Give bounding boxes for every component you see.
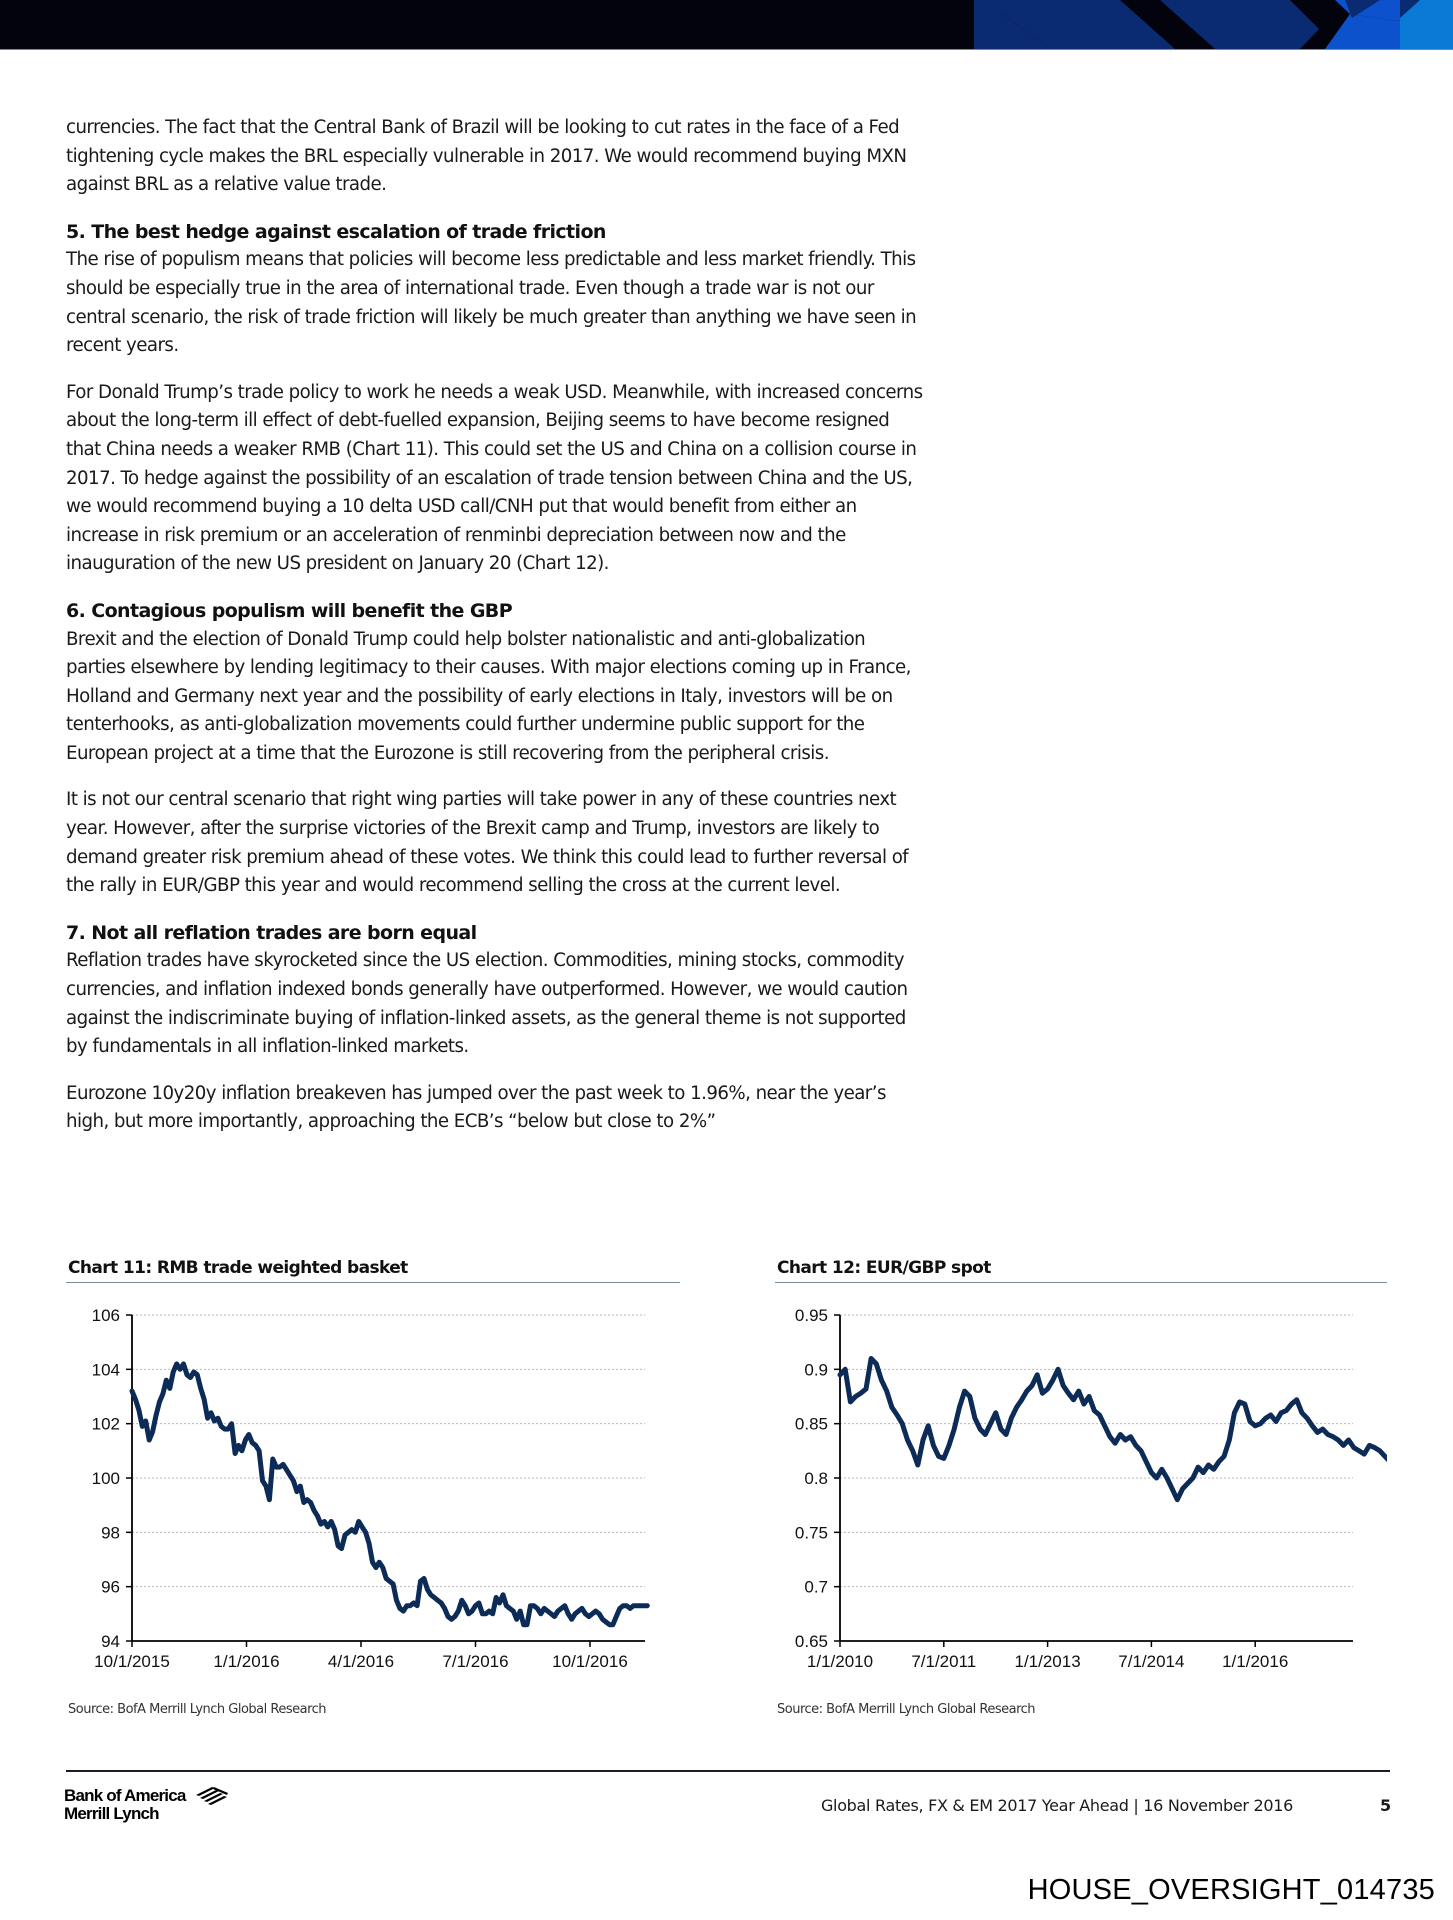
section-5-paragraph-2: For Donald Trump’s trade policy to work he needs a weak USD. Meanwhile, with increased concerns about the long-term ill effect of debt-fuelled expansion, Beijing seems to have become resigned that China needs a weaker RMB (Chart 11). This could set the US and China on a collision course in 2017. To hedge against the possibility of an escalation of trade tension between China and the US, we would recommend buying a 10 delta USD call/CNH put that would benefit from either an increase in risk premium or an acceleration of renminbi depreciation between now and the inauguration of the new US president on January 20 (Chart 12). — [66, 381, 923, 575]
intro-paragraph: currencies. The fact that the Central Bank of Brazil will be looking to cut rates in the face of a Fed tightening cycle makes the BRL especially vulnerable in 2017. We would recommend buying MXN against BRL as a relative value trade. — [66, 117, 907, 196]
section-7-paragraph-1: Reflation trades have skyrocketed since the US election. Commodities, mining stocks, commodity currencies, and inflation indexed bonds generally have outperformed. However, we would caution against the indiscriminate buying of inflation-linked assets, as the general theme is not supported by fundamentals in all inflation-linked markets. — [66, 950, 908, 1058]
y-tick-label: 0.7 — [804, 1577, 828, 1597]
chart-12-title: Chart 12: EUR/GBP spot — [775, 1258, 1387, 1283]
logo-line-1: Bank of America — [64, 1786, 186, 1805]
y-tick-label: 98 — [101, 1523, 120, 1543]
section-6-paragraph-1: Brexit and the election of Donald Trump could help bolster nationalistic and anti-globalization parties elsewhere by lending legitimacy to their causes. With major elections coming up in France, Holland and Germany next year and the possibility of early elections in Italy, investors will be on tenterhooks, as anti-globalization movements could further undermine public support for the European project at a time that the Eurozone is still recovering from the peripheral crisis. — [66, 628, 911, 764]
chart-11-plot — [66, 1283, 680, 1683]
chart-11-rmb-basket — [66, 1258, 680, 1717]
y-tick-label: 0.65 — [794, 1632, 828, 1651]
y-tick-label: 0.95 — [794, 1306, 828, 1325]
y-tick-label: 0.75 — [794, 1523, 828, 1543]
y-tick-label: 0.8 — [804, 1469, 828, 1488]
chart-11-source: Source: BofA Merrill Lynch Global Research — [68, 1702, 327, 1717]
section-heading-5: 5. The best hedge against escalation of trade friction — [66, 220, 606, 243]
x-tick-label: 4/1/2016 — [327, 1652, 395, 1671]
bates-number: HOUSE_OVERSIGHT_014735 — [1027, 1874, 1435, 1906]
chart-12-source: Source: BofA Merrill Lynch Global Research — [777, 1702, 1036, 1717]
section-7-paragraph-2: Eurozone 10y20y inflation breakeven has jumped over the past week to 1.96%, near the year’s high, but more importantly, approaching the ECB’s “below but close to 2%” — [66, 1082, 886, 1133]
section-5-paragraph-1: The rise of populism means that policies will become less predictable and less market friendly. This should be especially true in the area of international trade. Even though a trade war is not our central scenario, the risk of trade friction will likely be much greater than anything we have seen in recent years. — [66, 249, 917, 357]
footer-divider — [66, 1770, 1390, 1772]
chart-12-eurgbp-spot — [775, 1258, 1387, 1717]
section-heading-6: 6. Contagious populism will benefit the GBP — [66, 599, 513, 622]
x-tick-label: 7/1/2014 — [1118, 1652, 1185, 1671]
x-tick-label: 7/1/2016 — [442, 1652, 509, 1671]
y-tick-label: 104 — [91, 1360, 120, 1380]
bofa-merrill-lynch-logo — [64, 1787, 186, 1823]
y-tick-label: 0.85 — [794, 1414, 828, 1434]
banner-graphic-icon — [0, 0, 1453, 49]
x-tick-label: 7/1/2011 — [911, 1652, 977, 1671]
section-6-paragraph-2: It is not our central scenario that right wing parties will take power in any of these countries next year. However, after the surprise victories of the Brexit camp and Trump, investors are likely to demand greater risk premium ahead of these votes. We think this could lead to further reversal of the rally in EUR/GBP this year and would recommend selling the cross at the current level. — [66, 789, 909, 897]
y-tick-label: 102 — [91, 1414, 120, 1434]
article-body — [66, 114, 926, 1155]
x-tick-label: 1/1/2010 — [806, 1652, 874, 1671]
bofa-flag-icon — [194, 1785, 230, 1807]
data-line — [132, 1364, 647, 1625]
page-number: 5 — [1380, 1796, 1392, 1815]
x-tick-label: 10/1/2016 — [552, 1652, 628, 1671]
x-tick-label: 1/1/2016 — [1222, 1652, 1289, 1671]
y-tick-label: 94 — [101, 1632, 120, 1651]
logo-line-2: Merrill Lynch — [64, 1804, 159, 1823]
x-tick-label: 10/1/2015 — [94, 1652, 170, 1671]
x-tick-label: 1/1/2013 — [1014, 1652, 1081, 1671]
chart-11-title: Chart 11: RMB trade weighted basket — [66, 1258, 680, 1283]
top-banner — [0, 0, 1453, 50]
y-tick-label: 96 — [101, 1577, 120, 1597]
y-tick-label: 106 — [91, 1306, 120, 1325]
y-tick-label: 0.9 — [804, 1360, 828, 1380]
y-tick-label: 100 — [91, 1469, 120, 1488]
chart-12-plot — [775, 1283, 1387, 1683]
report-title-date: Global Rates, FX & EM 2017 Year Ahead | 16 November 2016 — [820, 1796, 1293, 1815]
data-line — [840, 1359, 1387, 1589]
x-tick-label: 1/1/2016 — [213, 1652, 280, 1671]
section-heading-7: 7. Not all reflation trades are born equal — [66, 921, 477, 944]
